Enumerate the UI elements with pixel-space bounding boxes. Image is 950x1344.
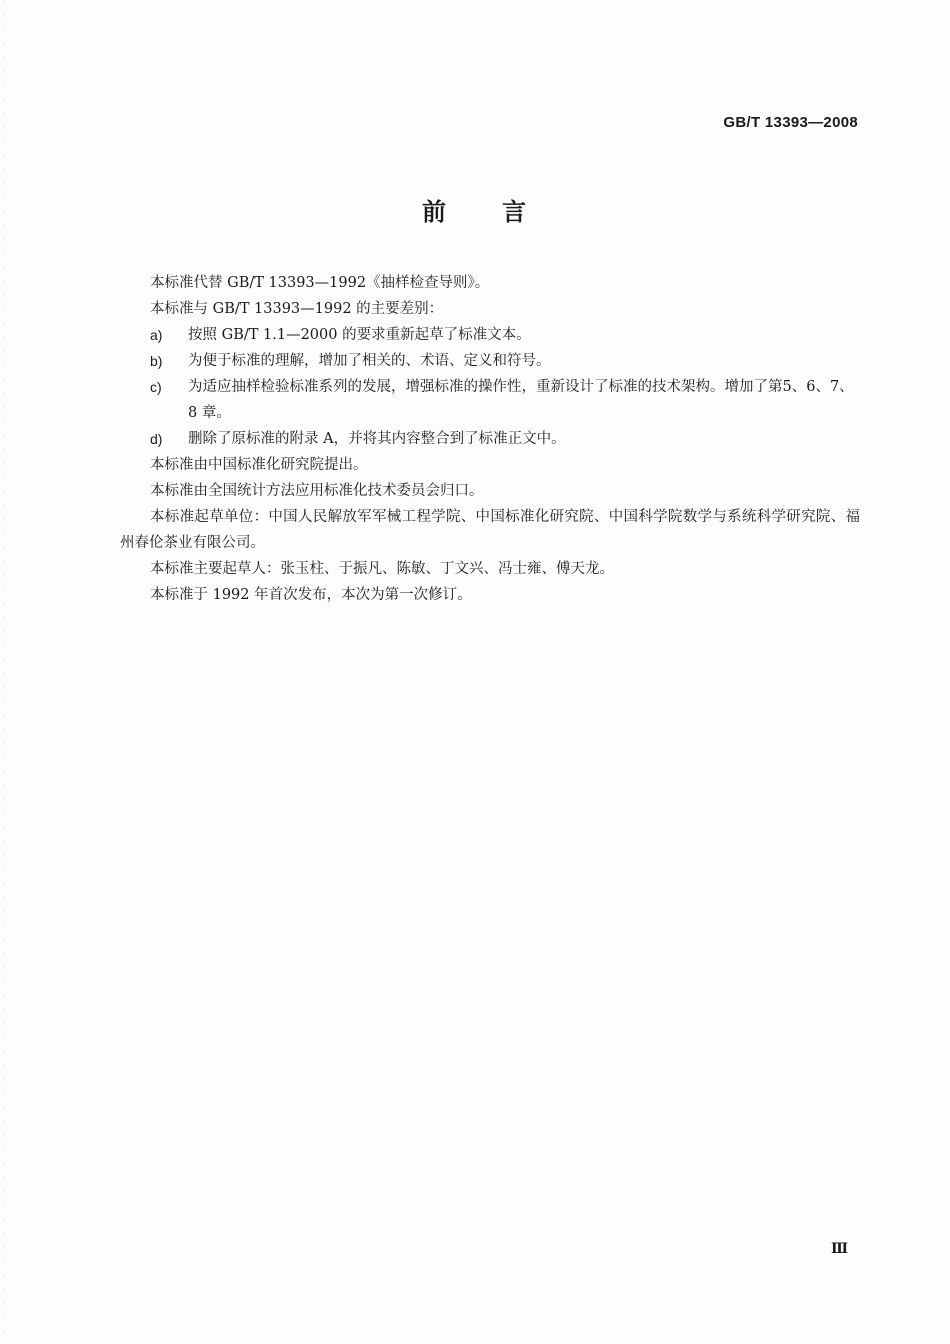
list-marker: d) [150,431,163,447]
list-item [120,348,860,374]
list-item-text: 为便于标准的理解，增加了相关的、术语、定义和符号。 [188,353,551,369]
paragraph-release-history: 本标准于 1992 年首次发布，本次为第一次修订。 [150,587,472,603]
paragraph-replaces: 本标准代替 GB/T 13393—1992《抽样检查导则》。 [150,275,490,291]
paragraph-proposer: 本标准由中国标准化研究院提出。 [150,457,368,473]
list-item-text: 为适应抽样检验标准系列的发展，增强标准的操作性，重新设计了标准的技术架构。增加了第5、6、7、8 章。 [188,379,854,421]
list-item-text: 删除了原标准的附录 A，并将其内容整合到了标准正文中。 [188,431,566,447]
paragraph-differences-intro: 本标准与 GB/T 13393—1992 的主要差别： [150,301,444,317]
standard-code: GB/T 13393—2008 [723,114,858,131]
page-title [0,192,950,227]
list-marker: c) [150,379,162,395]
paragraph-drafters: 本标准主要起草人：张玉柱、于振凡、陈敏、丁文兴、冯士雍、傅天龙。 [150,561,614,577]
list-marker: b) [150,353,163,369]
paragraph-drafting-units: 本标准起草单位：中国人民解放军军械工程学院、中国标准化研究院、中国科学院数学与系统科学研究院、福州春伦茶业有限公司。 [120,509,860,551]
foreword-body [120,270,860,608]
title-char-2: 言 [502,198,528,226]
list-item [120,322,860,348]
paragraph-centralized-by: 本标准由全国统计方法应用标准化技术委员会归口。 [150,483,484,499]
list-item-text: 按照 GB/T 1.1—2000 的要求重新起草了标准文本。 [188,327,531,343]
list-item [120,374,860,426]
list-item [120,426,860,452]
page-number: Ⅲ [830,1241,848,1257]
list-marker: a) [150,327,163,343]
title-char-1: 前 [422,198,448,226]
